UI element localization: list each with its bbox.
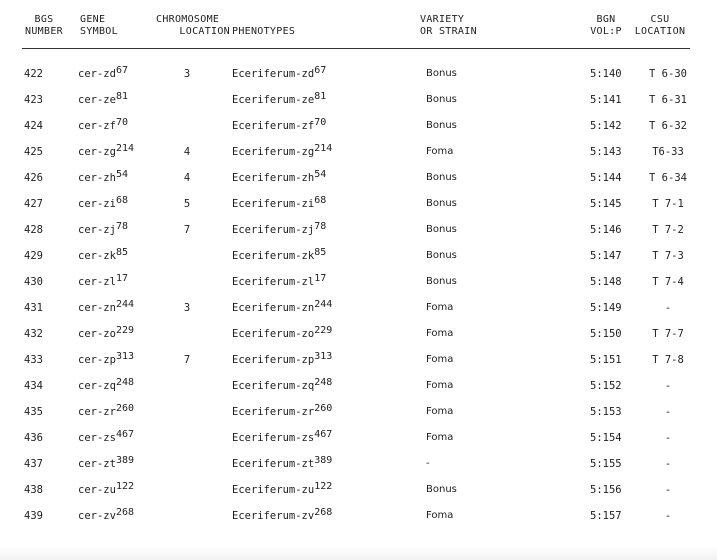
- phenotype: Eceriferum-$zs^{467}$: [232, 429, 333, 444]
- variety: Bonus: [426, 198, 457, 209]
- header-phenotypes: PHENOTYPES: [232, 26, 296, 37]
- gene-symbol: cer-$zk^{85}$: [78, 247, 128, 262]
- header-divider: [22, 48, 690, 49]
- csu-location: T 7-4: [652, 276, 684, 288]
- phenotype: Eceriferum-$zt^{389}$: [232, 455, 333, 470]
- bgs-number: 433: [24, 354, 43, 366]
- gene-symbol: cer-$zq^{248}$: [78, 377, 134, 392]
- header-chromosome-location: CHROMOSOME LOCATION: [156, 14, 230, 37]
- variety: Foma: [426, 146, 454, 157]
- table-row: [0, 60, 717, 84]
- table-row: [0, 398, 717, 422]
- phenotype: Eceriferum-$zg^{214}$: [232, 143, 333, 158]
- chromosome-location: 4: [183, 146, 191, 158]
- header-bgs-number: BGS NUMBER: [25, 14, 63, 37]
- csu-location: T 7-2: [652, 224, 684, 236]
- bgn-vol-page: 5:149: [590, 302, 622, 314]
- table-row: [0, 372, 717, 396]
- csu-location: -: [664, 484, 672, 496]
- gene-symbol: cer-$zd^{67}$: [78, 65, 128, 80]
- table-row: [0, 164, 717, 188]
- variety: Foma: [426, 328, 454, 339]
- table-row: [0, 294, 717, 318]
- phenotype: Eceriferum-$zi^{68}$: [232, 195, 327, 210]
- gene-symbol: cer-$zg^{214}$: [78, 143, 134, 158]
- variety: Bonus: [426, 68, 457, 79]
- bgs-number: 436: [24, 432, 43, 444]
- phenotype: Eceriferum-$zu^{122}$: [232, 481, 333, 496]
- bgs-number: 427: [24, 198, 43, 210]
- chromosome-location: 3: [183, 302, 191, 314]
- csu-location: -: [664, 406, 672, 418]
- gene-symbol: cer-$ze^{81}$: [78, 91, 128, 106]
- phenotype: Eceriferum-$zp^{313}$: [232, 351, 333, 366]
- variety: Foma: [426, 510, 454, 521]
- csu-location: -: [664, 510, 672, 522]
- bgs-number: 434: [24, 380, 43, 392]
- gene-symbol: cer-$zr^{260}$: [78, 403, 134, 418]
- phenotype: Eceriferum-$zn^{244}$: [232, 299, 333, 314]
- bgn-vol-page: 5:145: [590, 198, 622, 210]
- page-bottom-edge: [0, 545, 717, 560]
- table-row: [0, 450, 717, 474]
- bgn-vol-page: 5:147: [590, 250, 622, 262]
- variety: Bonus: [426, 276, 457, 287]
- bgs-number: 431: [24, 302, 43, 314]
- chromosome-location: 7: [183, 354, 191, 366]
- variety: Foma: [426, 354, 454, 365]
- phenotype: Eceriferum-$ze^{81}$: [232, 91, 327, 106]
- phenotype: Eceriferum-$zk^{85}$: [232, 247, 327, 262]
- csu-location: T 6-30: [649, 68, 687, 80]
- csu-location: T 6-34: [649, 172, 687, 184]
- phenotype: Eceriferum-$zj^{78}$: [232, 221, 327, 236]
- bgs-number: 430: [24, 276, 43, 288]
- gene-symbol: cer-$zt^{389}$: [78, 455, 134, 470]
- csu-location: T 6-32: [649, 120, 687, 132]
- gene-symbol: cer-$zv^{268}$: [78, 507, 134, 522]
- phenotype: Eceriferum-$zf^{70}$: [232, 117, 327, 132]
- bgs-number: 426: [24, 172, 43, 184]
- table-row: [0, 216, 717, 240]
- table-row: [0, 190, 717, 214]
- header-csu-location: CSU LOCATION: [634, 14, 686, 37]
- gene-symbol: cer-$zs^{467}$: [78, 429, 134, 444]
- bgn-vol-page: 5:140: [590, 68, 622, 80]
- table-row: [0, 268, 717, 292]
- phenotype: Eceriferum-$zo^{229}$: [232, 325, 333, 340]
- phenotype: Eceriferum-$zq^{248}$: [232, 377, 333, 392]
- bgs-number: 432: [24, 328, 43, 340]
- csu-location: T 7-1: [652, 198, 684, 210]
- variety: Foma: [426, 406, 454, 417]
- csu-location: -: [664, 458, 672, 470]
- bgs-number: 422: [24, 68, 43, 80]
- bgs-number: 438: [24, 484, 43, 496]
- bgs-number: 437: [24, 458, 43, 470]
- chromosome-location: 5: [183, 198, 191, 210]
- header-bgn-vol: BGN VOL:P: [590, 14, 622, 37]
- bgs-number: 435: [24, 406, 43, 418]
- chromosome-location: 3: [183, 68, 191, 80]
- bgn-vol-page: 5:153: [590, 406, 622, 418]
- phenotype: Eceriferum-$zh^{54}$: [232, 169, 327, 184]
- bgn-vol-page: 5:143: [590, 146, 622, 158]
- variety: Foma: [426, 380, 454, 391]
- phenotype: Eceriferum-$zl^{17}$: [232, 273, 327, 288]
- bgn-vol-page: 5:141: [590, 94, 622, 106]
- bgn-vol-page: 5:150: [590, 328, 622, 340]
- variety: Bonus: [426, 224, 457, 235]
- gene-symbol: cer-$zu^{122}$: [78, 481, 134, 496]
- bgn-vol-page: 5:152: [590, 380, 622, 392]
- chromosome-location: 4: [183, 172, 191, 184]
- phenotype: Eceriferum-$zr^{260}$: [232, 403, 333, 418]
- table-row: [0, 346, 717, 370]
- table-row: [0, 476, 717, 500]
- bgn-vol-page: 5:155: [590, 458, 622, 470]
- phenotype: Eceriferum-$zd^{67}$: [232, 65, 327, 80]
- gene-symbol: cer-$zl^{17}$: [78, 273, 128, 288]
- bgs-number: 439: [24, 510, 43, 522]
- table-row: [0, 86, 717, 110]
- table-row: [0, 242, 717, 266]
- header-variety-strain: VARIETY OR STRAIN: [420, 14, 477, 37]
- variety: Bonus: [426, 484, 457, 495]
- bgn-vol-page: 5:157: [590, 510, 622, 522]
- bgn-vol-page: 5:148: [590, 276, 622, 288]
- bgs-number: 424: [24, 120, 43, 132]
- csu-location: -: [664, 380, 672, 392]
- header-gene-symbol: GENE SYMBOL: [80, 14, 118, 37]
- variety: -: [426, 458, 430, 469]
- table-row: [0, 320, 717, 344]
- csu-location: T 7-8: [652, 354, 684, 366]
- bgn-vol-page: 5:146: [590, 224, 622, 236]
- csu-location: T 6-31: [649, 94, 687, 106]
- variety: Bonus: [426, 172, 457, 183]
- bgn-vol-page: 5:154: [590, 432, 622, 444]
- gene-symbol: cer-$zh^{54}$: [78, 169, 128, 184]
- bgn-vol-page: 5:142: [590, 120, 622, 132]
- table-row: [0, 138, 717, 162]
- bgn-vol-page: 5:156: [590, 484, 622, 496]
- gene-symbol: cer-$zo^{229}$: [78, 325, 134, 340]
- bgs-number: 425: [24, 146, 43, 158]
- variety: Foma: [426, 432, 454, 443]
- table-row: [0, 424, 717, 448]
- csu-location: -: [664, 302, 672, 314]
- table-row: [0, 112, 717, 136]
- variety: Foma: [426, 302, 454, 313]
- table-row: [0, 502, 717, 526]
- gene-symbol: cer-$zn^{244}$: [78, 299, 134, 314]
- gene-symbol: cer-$zp^{313}$: [78, 351, 134, 366]
- variety: Bonus: [426, 250, 457, 261]
- bgs-number: 428: [24, 224, 43, 236]
- bgn-vol-page: 5:151: [590, 354, 622, 366]
- csu-location: T 7-7: [652, 328, 684, 340]
- variety: Bonus: [426, 120, 457, 131]
- variety: Bonus: [426, 94, 457, 105]
- gene-symbol: cer-$zi^{68}$: [78, 195, 128, 210]
- csu-location: T6-33: [652, 146, 684, 158]
- bgs-number: 423: [24, 94, 43, 106]
- csu-location: -: [664, 432, 672, 444]
- gene-symbol: cer-$zj^{78}$: [78, 221, 128, 236]
- chromosome-location: 7: [183, 224, 191, 236]
- bgn-vol-page: 5:144: [590, 172, 622, 184]
- bgs-number: 429: [24, 250, 43, 262]
- gene-symbol: cer-$zf^{70}$: [78, 117, 128, 132]
- phenotype: Eceriferum-$zv^{268}$: [232, 507, 333, 522]
- csu-location: T 7-3: [652, 250, 684, 262]
